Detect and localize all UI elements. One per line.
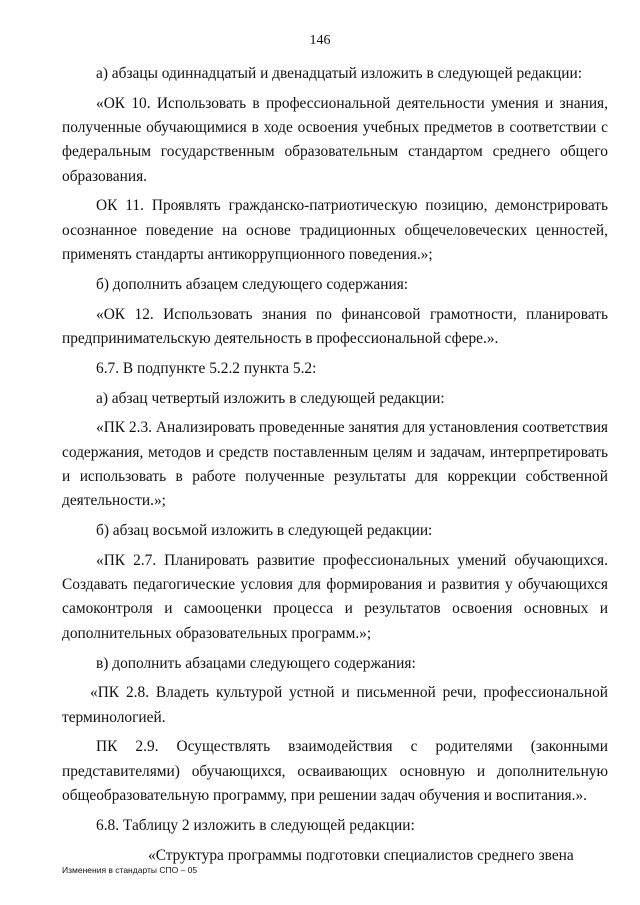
paragraph-13: ПК 2.9. Осуществлять взаимодействия с родителями (законными представителями) обучающихся, осваивающих основную и дополнительную общеобразовательную программу, при решении задач обучения и воспитания.».	[62, 738, 608, 805]
paragraph-2: «ОК 10. Использовать в профессиональной деятельности умения и знания, полученные обучающимися в ходе освоения учебных предметов в соответствии с федеральным государственным образовательным стандартом среднего общего образования.	[62, 94, 608, 185]
paragraph-11: в) дополнить абзацами следующего содержания:	[96, 654, 416, 672]
paragraph-8: «ПК 2.3. Анализировать проведенные занятия для установления соответствия содержания, методов и средств поставленным целям и задачам, интерпретировать и использовать в работе полученные результаты для коррекции собственной деятельности.»;	[62, 419, 609, 510]
paragraph-14: 6.8. Таблицу 2 изложить в следующей редакции:	[96, 816, 415, 834]
paragraph-12: «ПК 2.8. Владеть культурой устной и письменной речи, профессиональной терминологией.	[62, 684, 608, 726]
paragraph-3: ОК 11. Проявлять гражданско-патриотическую позицию, демонстрировать осознанное поведение на основе традиционных общечеловеческих ценностей, применять стандарты антикоррупционного поведения.»;	[62, 197, 608, 264]
paragraph-4: б) дополнить абзацем следующего содержания:	[96, 275, 409, 293]
paragraph-9: б) абзац восьмой изложить в следующей редакции:	[96, 522, 433, 540]
footer-note: Изменения в стандарты СПО – 05	[62, 865, 198, 875]
paragraph-5: «ОК 12. Использовать знания по финансовой грамотности, планировать предпринимательскую деятельность в профессиональной сфере.».	[62, 305, 608, 347]
document-body	[62, 62, 608, 873]
paragraph-15: «Структура программы подготовки специалистов среднего звена	[148, 846, 574, 864]
paragraph-1: а) абзацы одиннадцатый и двенадцатый изложить в следующей редакции:	[96, 65, 582, 82]
paragraph-10: «ПК 2.7. Планировать развитие профессиональных умений обучающихся. Создавать педагогические условия для формирования и развития у обучающихся самоконтроля и самооценки процесса и результатов освоения основных и дополнительных образовательных программ.»;	[62, 551, 608, 642]
paragraph-6: 6.7. В подпункте 5.2.2 пункта 5.2:	[96, 359, 317, 377]
paragraph-7: а) абзац четвертый изложить в следующей редакции:	[96, 389, 445, 407]
page-number: 146	[309, 33, 331, 48]
